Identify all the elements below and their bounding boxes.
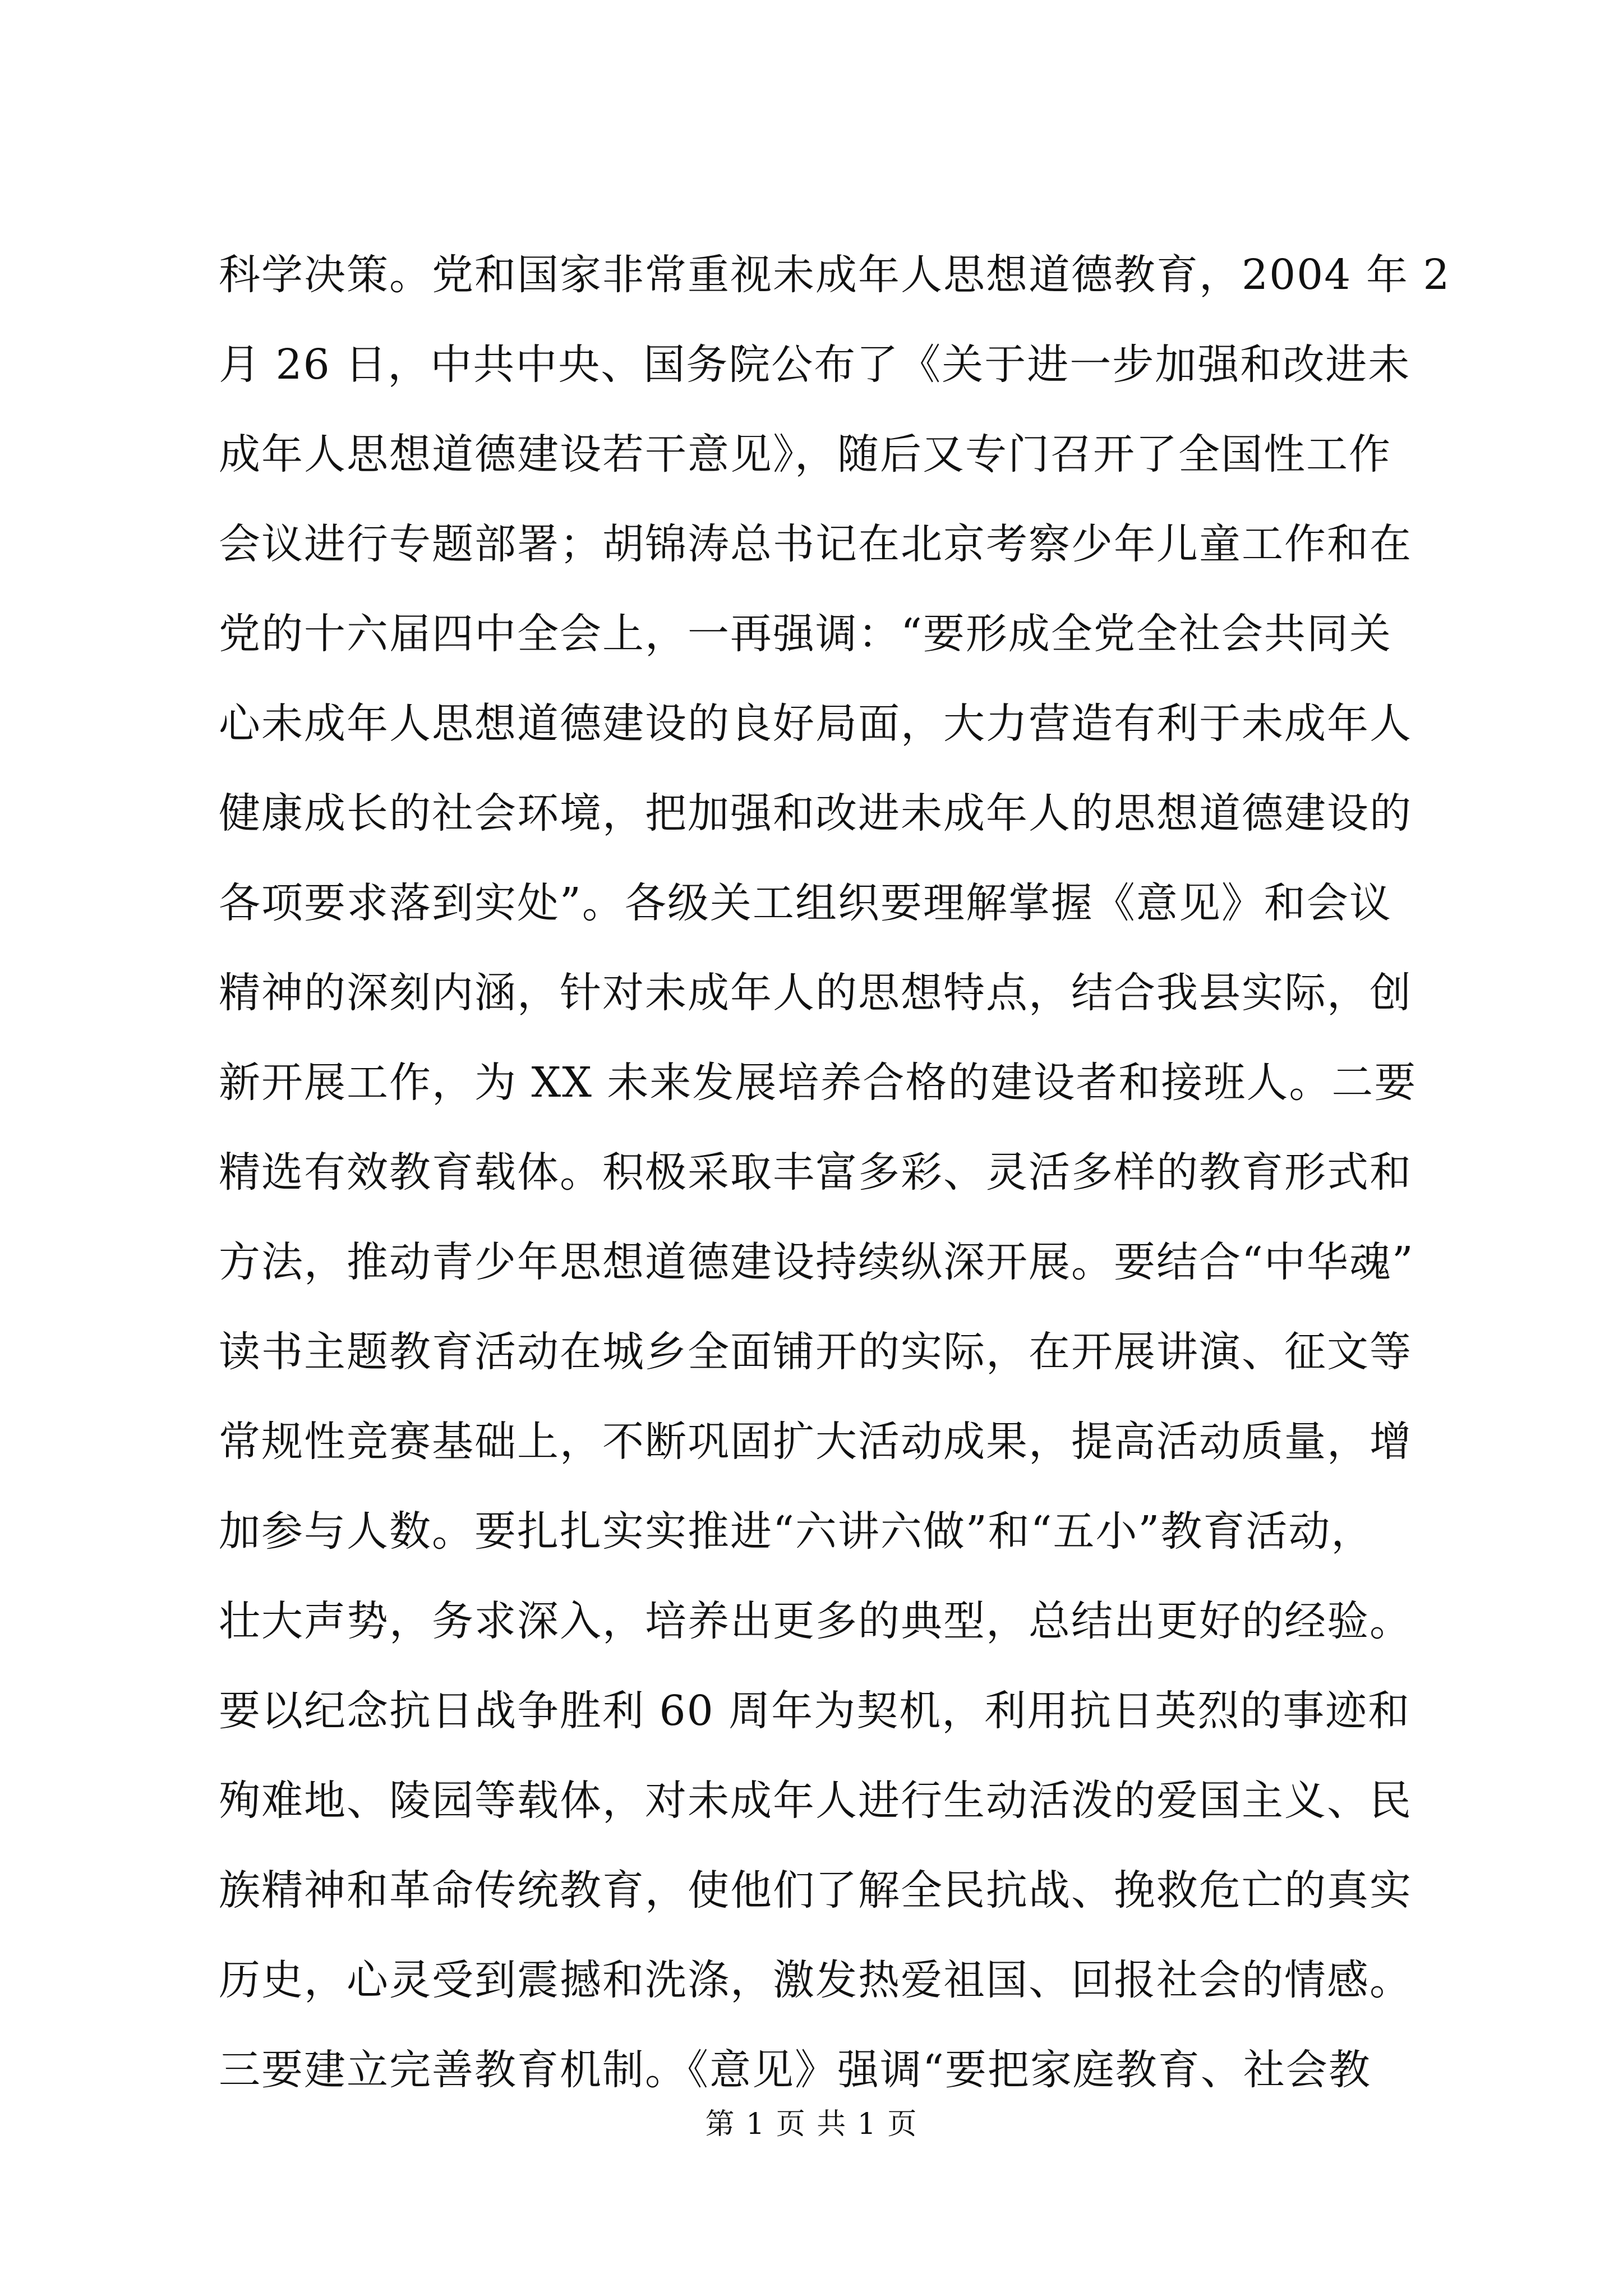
text-line: 要以纪念抗日战争胜利 60 周年为契机，利用抗日英烈的事迹和 — [219, 1687, 1411, 1735]
body-text — [219, 230, 1451, 2115]
text-line: 常规性竞赛基础上，不断巩固扩大活动成果，提高活动质量，增 — [219, 1418, 1412, 1466]
text-line: 族精神和革命传统教育，使他们了解全民抗战、挽救危亡的真实 — [219, 1866, 1412, 1915]
text-line: 成年人思想道德建设若干意见》，随后又专门召开了全国性工作 — [219, 430, 1391, 478]
text-line: 方法，推动青少年思想道德建设持续纵深开展。要结合“中华魂” — [219, 1238, 1414, 1286]
text-line: 历史，心灵受到震撼和洗涤，激发热爱祖国、回报社会的情感。 — [219, 1956, 1412, 2004]
text-line: 三要建立完善教育机制。《意见》强调“要把家庭教育、社会教 — [219, 2046, 1371, 2094]
text-line: 精选有效教育载体。积极采取丰富多彩、灵活多样的教育形式和 — [219, 1148, 1412, 1197]
text-line: 党的十六届四中全会上，一再强调：“要形成全党全社会共同关 — [219, 610, 1392, 658]
page-footer — [0, 2105, 1623, 2144]
text-line: 心未成年人思想道德建设的良好局面，大力营造有利于未成年人 — [219, 700, 1412, 748]
text-line: 健康成长的社会环境，把加强和改进未成年人的思想道德建设的 — [219, 789, 1412, 838]
text-line: 加参与人数。要扎扎实实推进“六讲六做”和“五小”教育活动， — [219, 1507, 1374, 1556]
text-line: 精神的深刻内涵，针对未成年人的思想特点，结合我县实际，创 — [219, 969, 1412, 1017]
text-line: 新开展工作，为 XX 未来发展培养合格的建设者和接班人。二要 — [219, 1059, 1417, 1107]
page-number-label: 第 1 页 共 1 页 — [705, 2108, 918, 2141]
text-line: 各项要求落到实处”。各级关工组织要理解掌握《意见》和会议 — [219, 879, 1392, 927]
text-line: 科学决策。党和国家非常重视未成年人思想道德教育，2004 年 2 — [219, 251, 1451, 299]
text-line: 会议进行专题部署；胡锦涛总书记在北京考察少年儿童工作和在 — [219, 520, 1412, 568]
text-line: 壮大声势，务求深入，培养出更多的典型，总结出更好的经验。 — [219, 1597, 1412, 1645]
text-line: 月 26 日，中共中央、国务院公布了《关于进一步加强和改进未 — [219, 341, 1411, 389]
text-line: 读书主题教育活动在城乡全面铺开的实际，在开展讲演、征文等 — [219, 1328, 1412, 1376]
text-line: 殉难地、陵园等载体，对未成年人进行生动活泼的爱国主义、民 — [219, 1777, 1412, 1825]
